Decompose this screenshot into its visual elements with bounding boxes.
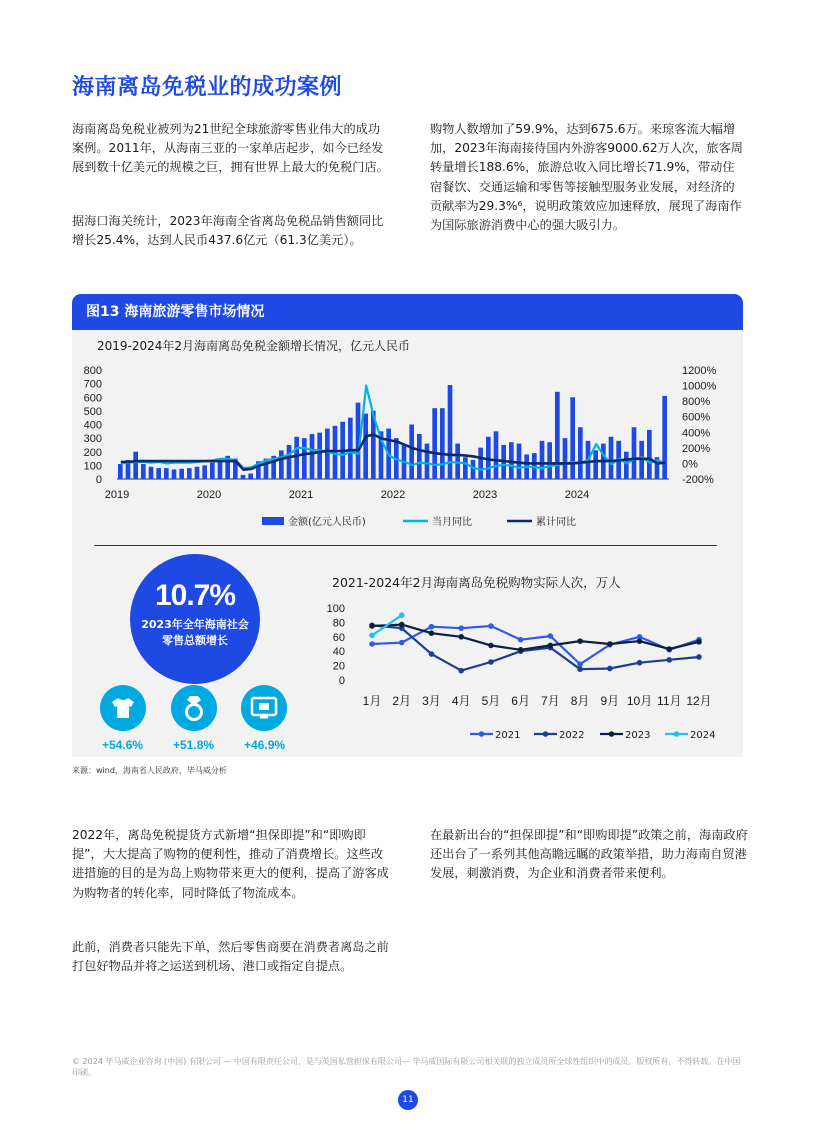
legend-label: 2022 bbox=[559, 730, 585, 741]
x-tick-label: 3月 bbox=[422, 694, 441, 708]
x-tick-label: 2022 bbox=[380, 489, 406, 501]
x-tick-label: 5月 bbox=[481, 694, 501, 708]
divider bbox=[94, 545, 717, 546]
y-tick-label: 600 bbox=[83, 392, 102, 405]
sales-bar bbox=[141, 464, 146, 479]
chart2-subtitle: 2021-2024年2月海南离岛免税购物实际人次，万人 bbox=[332, 575, 621, 590]
x-tick-label: 9月 bbox=[600, 694, 620, 708]
data-point-2021 bbox=[548, 633, 554, 639]
sales-bar bbox=[133, 452, 138, 479]
sales-bar bbox=[593, 450, 598, 479]
y2-tick-label: -200% bbox=[682, 474, 714, 486]
y-tick-label: 100 bbox=[83, 460, 102, 473]
figure-13 bbox=[72, 294, 743, 757]
y-tick-label: 700 bbox=[83, 378, 102, 391]
sales-bar bbox=[325, 429, 330, 479]
y2-tick-label: 1000% bbox=[682, 380, 717, 393]
series-line-monthly-yoy bbox=[121, 386, 665, 470]
y2-tick-label: 200% bbox=[682, 442, 711, 455]
data-point-2023 bbox=[548, 643, 554, 649]
sales-bar bbox=[609, 437, 614, 479]
copyright-footer: © 2024 毕马威企业咨询 (中国) 有限公司 — 中国有限责任公司，是与英国私营担保有限公司— 毕马威国际有限公司相关联的独立成员所全球性组织中的成员。版权所有，不得转载。在中国印刷。 bbox=[72, 1057, 741, 1077]
legend-label: 金额(亿元人民币) bbox=[288, 517, 366, 528]
data-point-2023 bbox=[429, 630, 435, 636]
x-tick-label: 2024 bbox=[564, 489, 590, 501]
data-point-2023 bbox=[607, 641, 613, 647]
legend-label: 2024 bbox=[690, 730, 716, 741]
x-tick-label: 12月 bbox=[686, 694, 712, 708]
sales-bar bbox=[156, 468, 161, 479]
chart1-subtitle: 2019-2024年2月海南离岛免税金额增长情况，亿元人民币 bbox=[97, 339, 411, 353]
legend-marker bbox=[609, 731, 615, 737]
x-tick-label: 1月 bbox=[362, 694, 382, 708]
retail-growth-badge bbox=[130, 554, 260, 684]
sales-bar bbox=[632, 427, 637, 479]
sales-bar bbox=[540, 441, 545, 479]
sales-bar bbox=[149, 467, 154, 479]
legend-label: 当月同比 bbox=[432, 517, 472, 528]
data-point-2023 bbox=[666, 646, 672, 652]
x-tick-label: 6月 bbox=[511, 694, 530, 708]
y-tick-label: 60 bbox=[332, 631, 345, 644]
sales-bar bbox=[164, 468, 169, 479]
sales-bar bbox=[417, 434, 422, 479]
jewelry-screen-icon bbox=[241, 685, 287, 731]
sales-bar bbox=[248, 474, 253, 479]
x-tick-label: 4月 bbox=[451, 694, 471, 708]
sales-bar bbox=[179, 469, 184, 479]
data-point-2022 bbox=[488, 659, 494, 665]
sales-bar bbox=[455, 444, 460, 479]
data-point-2022 bbox=[666, 657, 672, 663]
sales-bar bbox=[624, 452, 629, 479]
figure-header: 图13 海南旅游零售市场情况 bbox=[72, 294, 743, 330]
legend-label: 2023 bbox=[625, 730, 651, 741]
y-tick-label: 100 bbox=[326, 603, 345, 615]
sales-bar bbox=[279, 450, 284, 479]
bottom-right-paragraph-1: 在最新出台的“担保即提”和“即购即提”政策之前，海南政府还出台了一系列其他高瞻远瞩的政策举措，助力海南自贸港发展，刺激消费，为企业和消费者带来便利。 bbox=[430, 828, 748, 881]
y2-tick-label: 600% bbox=[682, 411, 711, 424]
x-tick-label: 2月 bbox=[392, 694, 412, 708]
shopper-count-chart bbox=[312, 594, 716, 754]
sales-bar bbox=[647, 430, 652, 479]
stat-value-3: +46.9% bbox=[244, 738, 286, 752]
data-point-2021 bbox=[369, 641, 375, 647]
stat-value-1: +54.6% bbox=[102, 738, 144, 752]
sales-bar bbox=[348, 418, 353, 479]
y-tick-label: 20 bbox=[332, 660, 345, 673]
bottom-left-paragraph-1: 2022年，离岛免税提货方式新增“担保即提”和“即购即提”，大大提高了购物的便利性，推动了消费增长。这些改进措施的目的是为岛上购物带来更大的便利，提高了游客成为购物者的转化率，同时降低了物流成本。 bbox=[72, 828, 389, 900]
data-point-2024 bbox=[399, 612, 405, 618]
y2-tick-label: 0% bbox=[682, 458, 698, 471]
y-tick-label: 80 bbox=[332, 617, 345, 630]
y2-tick-label: 1200% bbox=[682, 365, 717, 377]
bottom-left-paragraph-2: 此前，消费者只能先下单，然后零售商要在消费者离岛之前打包好物品并将之运送到机场、港口或指定自提点。 bbox=[72, 940, 389, 974]
sales-bar bbox=[440, 408, 445, 479]
x-tick-label: 11月 bbox=[657, 694, 682, 708]
data-point-2021 bbox=[458, 625, 464, 631]
sales-bar bbox=[471, 460, 476, 479]
sales-bar bbox=[578, 427, 583, 479]
data-point-2023 bbox=[696, 639, 702, 645]
sales-bar bbox=[363, 414, 368, 479]
data-point-2022 bbox=[696, 654, 702, 660]
legend-marker bbox=[479, 731, 485, 737]
x-tick-label: 2019 bbox=[104, 489, 130, 501]
y-tick-label: 200 bbox=[83, 446, 102, 459]
stat-value-2: +51.8% bbox=[173, 738, 215, 752]
y-tick-label: 400 bbox=[83, 419, 102, 432]
data-point-2022 bbox=[458, 668, 464, 674]
legend-marker bbox=[543, 731, 549, 737]
sales-bar bbox=[448, 385, 453, 479]
sales-bar bbox=[202, 465, 207, 479]
x-tick-label: 2021 bbox=[288, 489, 314, 501]
data-point-2023 bbox=[458, 634, 464, 640]
y-tick-label: 500 bbox=[83, 405, 102, 418]
legend-label: 累计同比 bbox=[536, 517, 576, 528]
sales-bar bbox=[310, 434, 315, 479]
sales-bar bbox=[432, 408, 437, 479]
sales-bar bbox=[409, 425, 414, 480]
sales-bar bbox=[210, 463, 215, 479]
data-point-2023 bbox=[577, 638, 583, 644]
highlight-value: 10.7% bbox=[154, 579, 236, 612]
sales-bar bbox=[563, 438, 568, 479]
sales-bar bbox=[547, 442, 552, 479]
sales-bar bbox=[478, 448, 483, 479]
y-tick-label: 40 bbox=[332, 646, 345, 659]
sales-bar bbox=[294, 437, 299, 479]
y-tick-label: 0 bbox=[95, 474, 102, 486]
source-note: 来源：wind，海南省人民政府，毕马威分析 bbox=[72, 766, 227, 775]
data-point-2023 bbox=[399, 622, 405, 628]
data-point-2021 bbox=[399, 640, 405, 646]
data-point-2023 bbox=[488, 643, 494, 649]
sales-bar bbox=[287, 445, 292, 479]
sales-bar bbox=[317, 433, 322, 479]
x-tick-label: 8月 bbox=[570, 694, 590, 708]
legend-label: 2021 bbox=[495, 730, 521, 741]
y-tick-label: 0 bbox=[338, 675, 345, 687]
sales-bar bbox=[172, 469, 177, 479]
data-point-2021 bbox=[488, 623, 494, 629]
x-tick-label: 2023 bbox=[472, 489, 498, 501]
highlight-label-line1: 2023年全年海南社会 bbox=[141, 618, 249, 631]
sales-bar bbox=[662, 396, 667, 479]
intro-right-paragraph-1: 购物人数增加了59.9%，达到675.6万。来琼客流大幅增加，2023年海南接待国内外游客9000.62万人次，旅客周转量增长188.6%，旅游总收入同比增长71.9%，带动住宿餐饮、交通运输和零售等接触型服务业发展，对经济的贡献率为29.3%⁶，说明政策效应加速释放，展现了海南作为国际旅游消费中心的强大吸引力。 bbox=[430, 122, 743, 233]
sales-bar bbox=[195, 467, 200, 479]
x-tick-label: 2020 bbox=[196, 489, 222, 501]
sales-bar bbox=[118, 464, 123, 479]
tshirt-icon bbox=[100, 685, 146, 731]
page-title: 海南离岛免税业的成功案例 bbox=[72, 75, 343, 100]
highlight-label-line2: 零售总额增长 bbox=[162, 634, 228, 647]
legend-marker bbox=[674, 731, 680, 737]
page-number: 11 bbox=[398, 1090, 418, 1110]
ring-icon bbox=[171, 685, 217, 731]
intro-left-paragraph-2: 据海口海关统计，2023年海南全省离岛免税品销售额同比增长25.4%，达到人民币437.6亿元（61.3亿美元）。 bbox=[72, 214, 384, 248]
data-point-2022 bbox=[607, 666, 613, 672]
sales-bar bbox=[218, 460, 223, 479]
sales-bar bbox=[241, 475, 246, 479]
data-point-2021 bbox=[577, 661, 583, 667]
sales-bar bbox=[570, 397, 575, 479]
sales-bar bbox=[494, 431, 499, 479]
data-point-2022 bbox=[577, 666, 583, 672]
data-point-2022 bbox=[637, 660, 643, 666]
y2-tick-label: 800% bbox=[682, 396, 711, 409]
sales-bar bbox=[187, 468, 192, 479]
data-point-2023 bbox=[369, 623, 375, 629]
sales-bar bbox=[463, 457, 468, 479]
y-tick-label: 800 bbox=[83, 365, 102, 377]
x-tick-label: 10月 bbox=[626, 694, 653, 708]
y2-tick-label: 400% bbox=[682, 427, 711, 440]
duty-free-sales-chart bbox=[72, 359, 743, 549]
data-point-2021 bbox=[429, 624, 435, 630]
data-point-2023 bbox=[518, 647, 524, 653]
y-tick-label: 300 bbox=[83, 433, 102, 446]
legend-swatch bbox=[262, 517, 284, 525]
data-point-2023 bbox=[637, 638, 643, 644]
data-point-2024 bbox=[369, 633, 375, 639]
intro-left-paragraph-1: 海南离岛免税业被列为21世纪全球旅游零售业伟大的成功案例。2011年，从海南三亚的一家单店起步，如今已经发展到数十亿美元的规模之巨，拥有世界上最大的免税门店。 bbox=[72, 122, 389, 175]
sales-bar bbox=[425, 444, 430, 479]
data-point-2021 bbox=[518, 637, 524, 643]
series-line-cumulative-yoy bbox=[121, 435, 665, 470]
data-point-2022 bbox=[429, 651, 435, 657]
sales-bar bbox=[302, 438, 307, 479]
x-tick-label: 7月 bbox=[541, 694, 560, 708]
